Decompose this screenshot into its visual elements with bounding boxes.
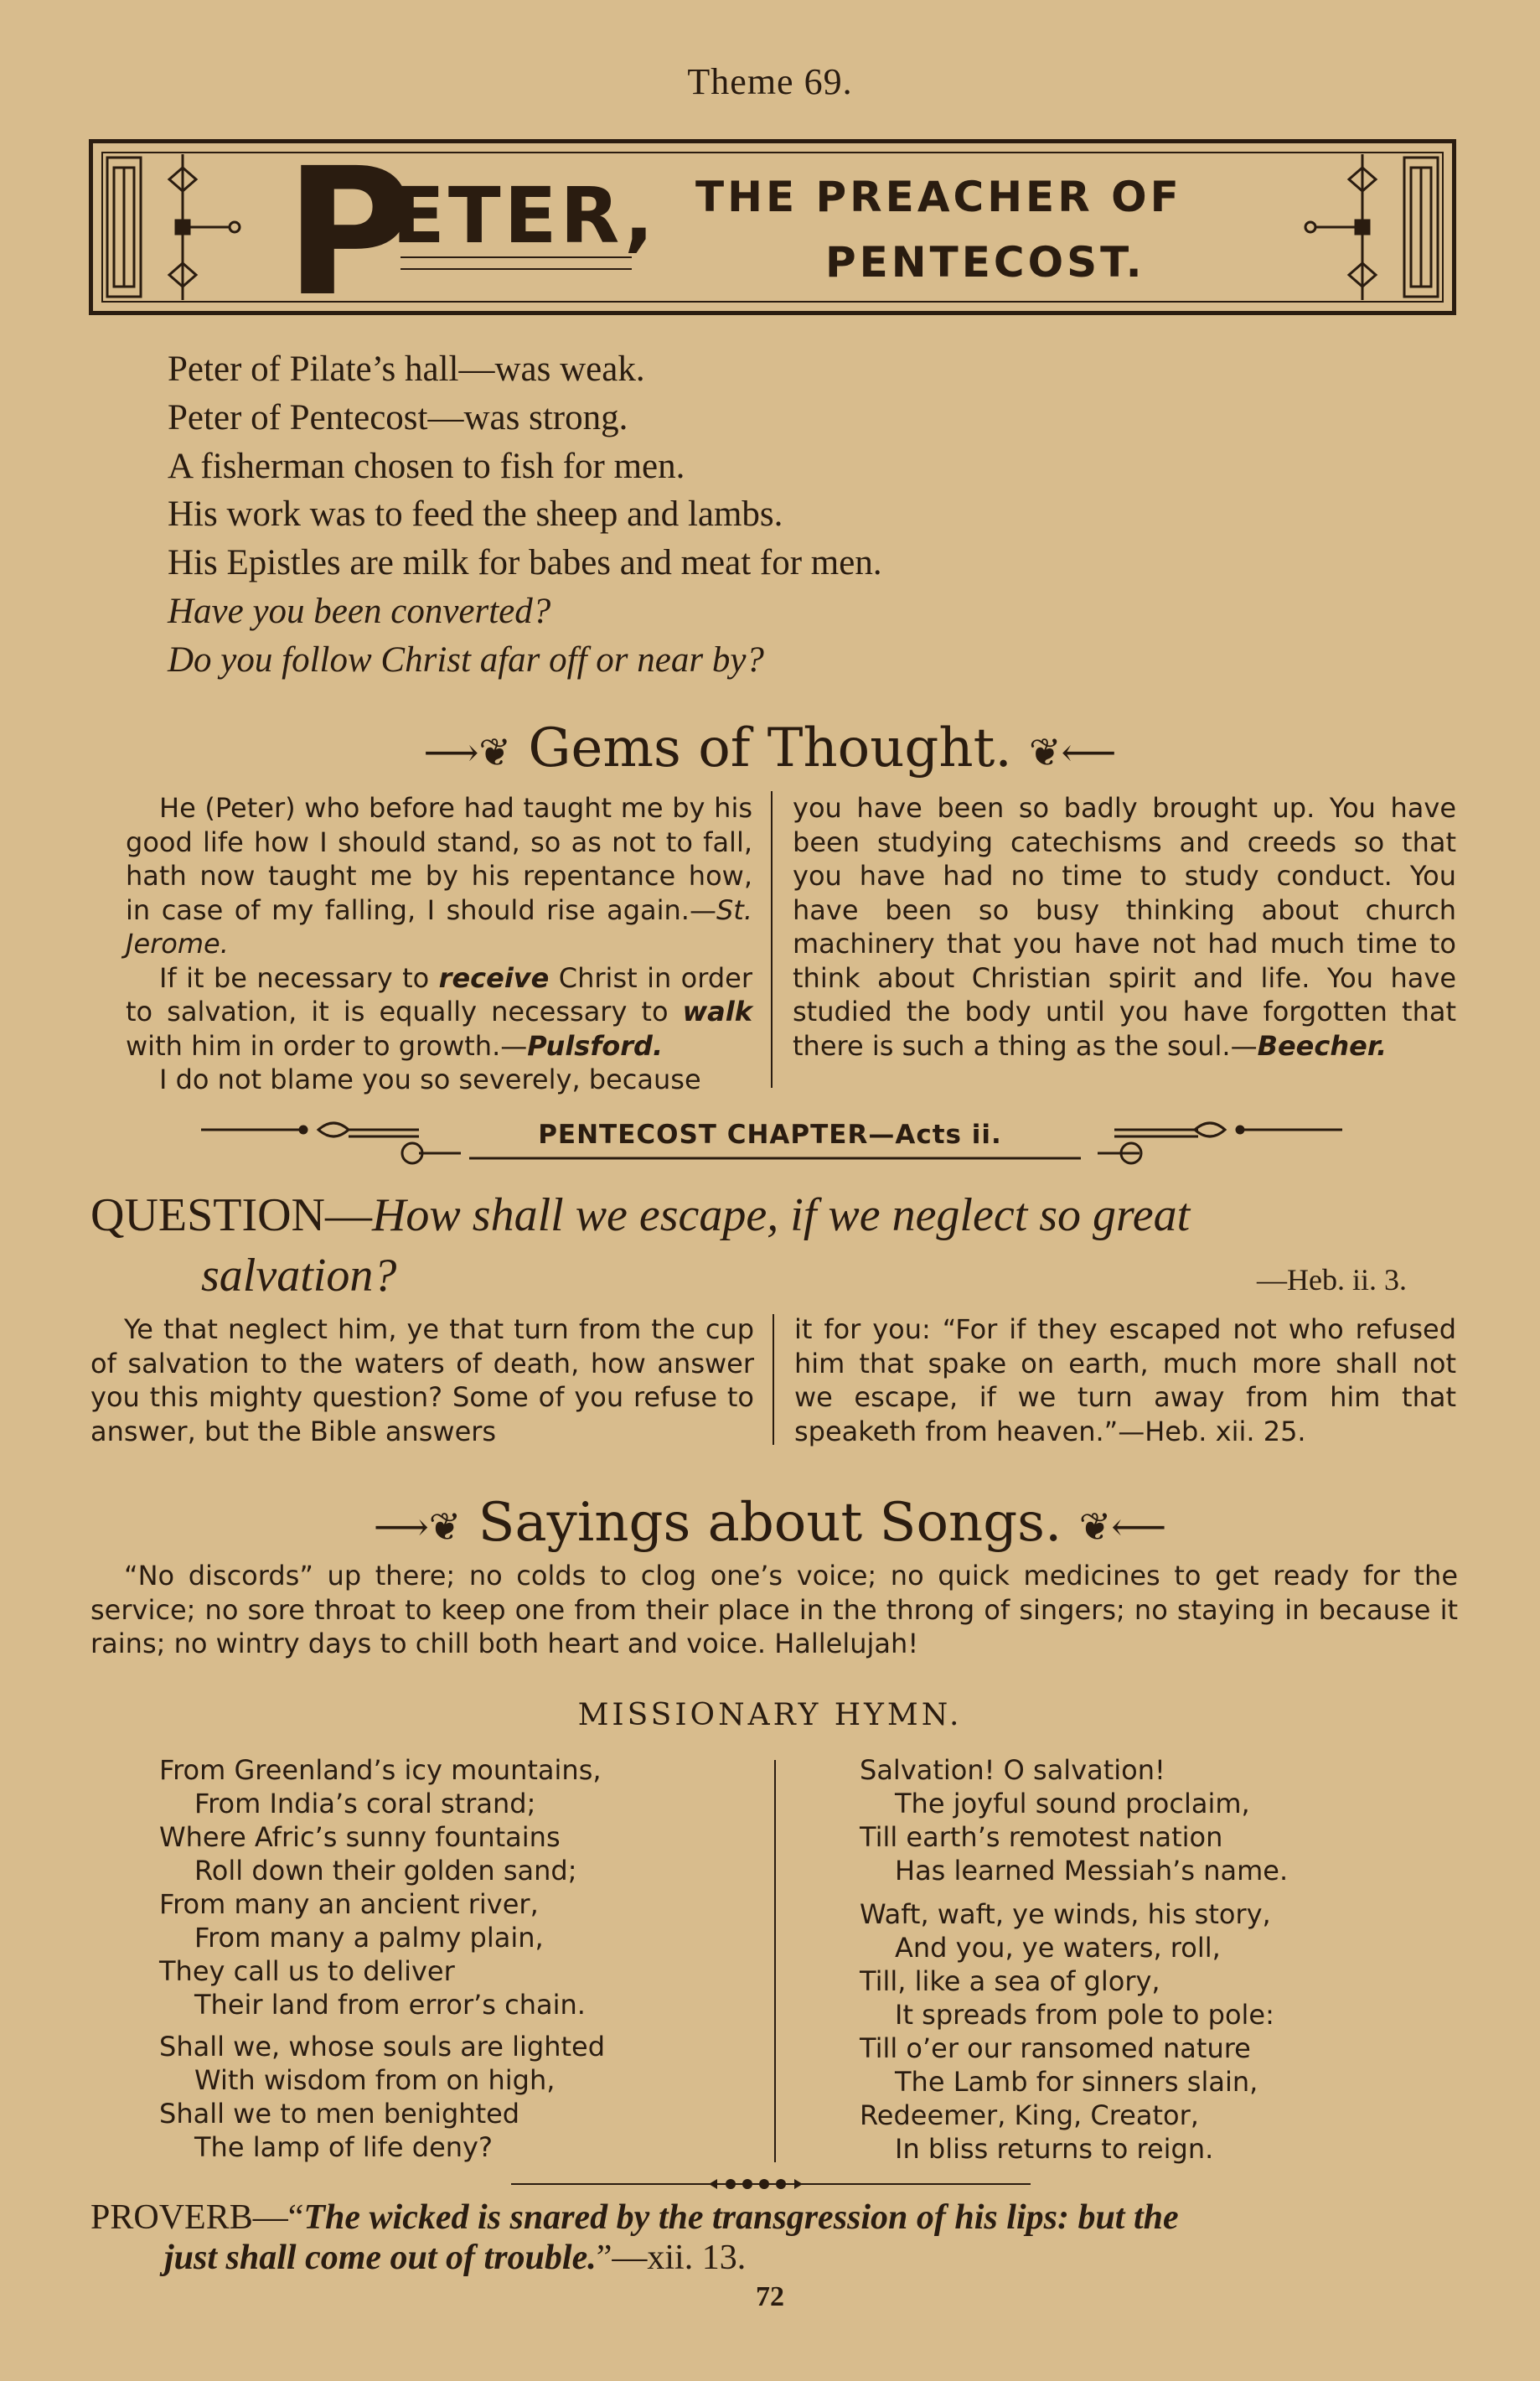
title-initial: P	[285, 130, 414, 335]
hymn-title: MISSIONARY HYMN.	[577, 1698, 963, 1732]
gems-paragraph: He (Peter) who before had taught me by his good life how I should stand, so as not to fall, hath now taught me by his repentance how, in case of my falling, I should rise again.—St. Jerome.	[126, 792, 752, 960]
question-paragraph: Ye that neglect him, ye that turn from the cup of salvation to the waters of death, how answer you this mighty question? Some of you refuse to answer, but the Bible answers	[90, 1313, 754, 1447]
intro-line: Peter of Pentecost—was strong.	[168, 397, 628, 437]
proverb-text: The wicked is snared by the transgression of his lips: but the	[303, 2198, 1179, 2237]
gems-paragraph: If it be necessary to receive Christ in order to salvation, it is equally necessary to walk with him in order to growth.—Pulsford.	[126, 961, 753, 1062]
proverb-reference: ”—xii. 13.	[596, 2239, 747, 2277]
ornament-left-icon: ⟶❦	[423, 729, 511, 775]
hymn-line: With wisdom from on high,	[194, 2064, 556, 2096]
hymn-line: Shall we to men benighted	[159, 2098, 520, 2130]
intro-block	[168, 345, 882, 685]
question-text-cont: salvation?	[201, 1250, 397, 1302]
question-line	[90, 1188, 1190, 1242]
ornament-right-icon: ❦⟵	[1029, 729, 1117, 775]
sayings-heading	[0, 1492, 1540, 1554]
hymn-line: Has learned Messiah’s name.	[895, 1855, 1289, 1887]
ornament-left-icon: ⟶❦	[373, 1504, 462, 1550]
theme-label: Theme 69.	[687, 61, 853, 102]
hymn-line: Redeemer, King, Creator,	[860, 2099, 1199, 2131]
title-subtitle-1: THE PREACHER OF	[695, 173, 1182, 221]
question-right-column	[794, 1312, 1456, 1448]
intro-line: His Epistles are milk for babes and meat for men.	[168, 543, 882, 583]
question-paragraph: it for you: “For if they escaped not who refused him that spake on earth, much more shall not we escape, if we turn away from him that speaketh from heaven.”—Heb. xii. 25.	[794, 1313, 1456, 1447]
hymn-line: From many a palmy plain,	[194, 1922, 544, 1954]
hymn-line: Roll down their golden sand;	[194, 1855, 577, 1887]
attribution: Beecher.	[1257, 1029, 1388, 1062]
title-rule-top	[401, 256, 632, 258]
hymn-line: In bliss returns to reign.	[895, 2133, 1214, 2165]
page-number: 72	[756, 2281, 784, 2312]
hymn-line: Where Afric’s sunny fountains	[159, 1821, 561, 1853]
intro-line: A fisherman chosen to fish for men.	[168, 446, 685, 486]
column-divider	[771, 791, 773, 1088]
question-text: How shall we escape, if we neglect so great	[371, 1189, 1191, 1241]
hymn-line: From many an ancient river,	[159, 1888, 539, 1920]
sayings-text: “No discords” up there; no colds to clog one’s voice; no quick medicines to get ready for the service; no sore throat to keep one from their place in the throng of singers; no staying in because it rains; no wintry days to chill both heart and voice. Hallelujah!	[90, 1560, 1458, 1659]
hymn-line: Till o’er our ransomed nature	[860, 2032, 1251, 2064]
pentecost-chapter-label: PENTECOST CHAPTER—Acts ii.	[538, 1120, 1002, 1150]
hymn-line: From Greenland’s icy mountains,	[159, 1754, 602, 1786]
sayings-heading-text: Sayings about Songs.	[478, 1492, 1062, 1554]
hymn-line: The Lamb for sinners slain,	[895, 2066, 1258, 2098]
hymn-line: They call us to deliver	[159, 1955, 455, 1987]
hymn-stanza	[860, 1753, 1288, 1887]
gems-left-column	[126, 791, 752, 1097]
title-main: ETER,	[392, 171, 657, 261]
attribution: Pulsford.	[527, 1029, 664, 1062]
hymn-line: Waft, waft, ye winds, his story,	[860, 1898, 1271, 1930]
question-label: QUESTION—	[90, 1189, 372, 1241]
intro-line: Peter of Pilate’s hall—was weak.	[168, 349, 645, 389]
intro-line: His work was to feed the sheep and lambs.	[168, 494, 783, 535]
gems-paragraph: you have been so badly brought up. You have been studying catechisms and creeds so that you have had no time to study conduct. You have been so busy thinking about church machinery that you have not had much time to think about Christian spirit and life. You have studied the body until you have forgotten that there is such a thing as the soul.—Beecher.	[793, 792, 1456, 1062]
question-reference: —Heb. ii. 3.	[1257, 1263, 1407, 1297]
hymn-line: Till earth’s remotest nation	[860, 1821, 1223, 1853]
hymn-line: Their land from error’s chain.	[194, 1989, 586, 2021]
intro-question: Do you follow Christ afar off or near by?	[168, 639, 764, 680]
gems-heading-text: Gems of Thought.	[528, 717, 1012, 779]
gems-right-column	[793, 791, 1456, 1063]
ornament-right-icon: ❦⟵	[1078, 1504, 1167, 1550]
column-divider	[774, 1760, 776, 2162]
hymn-line: Shall we, whose souls are lighted	[159, 2031, 606, 2063]
proverb	[90, 2197, 1465, 2278]
hymn-stanza	[860, 1897, 1274, 2166]
hymn-stanza	[159, 1753, 602, 2021]
gems-paragraph: I do not blame you so severely, because	[159, 1064, 701, 1095]
question-left-column	[90, 1312, 754, 1448]
proverb-text: just shall come out of trouble.	[164, 2239, 597, 2277]
hymn-line: And you, ye waters, roll,	[895, 1932, 1221, 1964]
divider-ornament-icon	[511, 2174, 1031, 2194]
hymn-line: Salvation! O salvation!	[860, 1754, 1165, 1786]
intro-question: Have you been converted?	[168, 591, 551, 631]
column-divider	[773, 1314, 774, 1445]
hymn-line: The joyful sound proclaim,	[895, 1788, 1250, 1819]
hymn-line: It spreads from pole to pole:	[895, 1999, 1274, 2031]
hymn-stanza	[159, 2030, 605, 2164]
hymn-line: The lamp of life deny?	[194, 2131, 493, 2163]
title-subtitle-2: PENTECOST.	[825, 238, 1145, 287]
gems-heading	[0, 717, 1540, 779]
proverb-label: PROVERB—“	[90, 2198, 304, 2237]
hymn-line: Till, like a sea of glory,	[860, 1965, 1160, 1997]
attribution: St. Jerome.	[126, 893, 752, 960]
hymn-line: From India’s coral strand;	[194, 1788, 536, 1819]
title-rule-bottom	[401, 268, 632, 270]
